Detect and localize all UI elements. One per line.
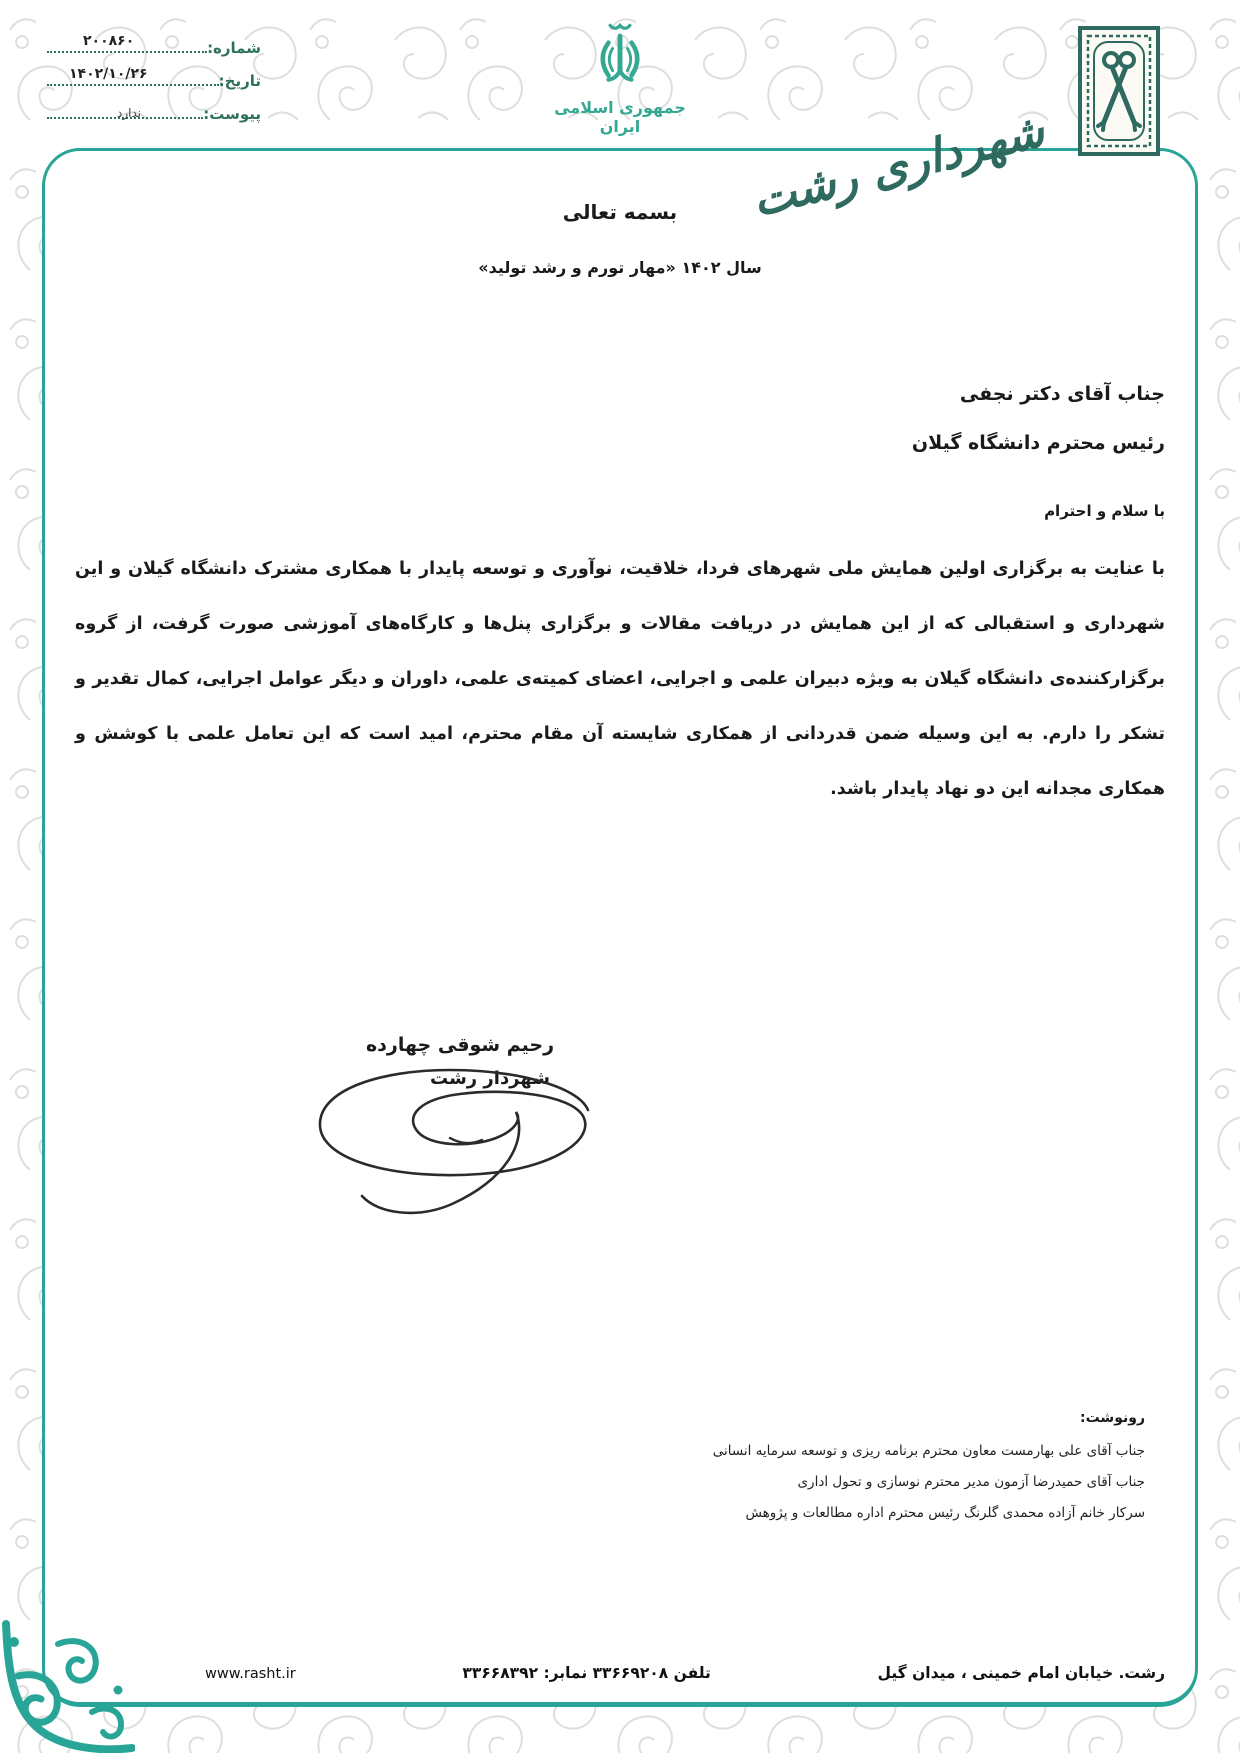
country-name: جمهوری اسلامی ایران	[554, 98, 686, 136]
addressee-name: جناب آقای دکتر نجفی	[959, 383, 1165, 405]
letterhead-meta	[45, 24, 261, 123]
signature-scribble-icon	[300, 1058, 610, 1238]
cc-block	[713, 1410, 1145, 1529]
date-row	[45, 57, 261, 90]
footer-website: www.rasht.ir	[205, 1666, 296, 1682]
addressee-block	[912, 370, 1165, 468]
basmala: بسمه تعالی	[562, 200, 678, 224]
date-value: ۱۴۰۲/۱۰/۲۶	[69, 66, 148, 82]
letter-body: با عنایت به برگزاری اولین همایش ملی شهرهای فردا، خلاقیت، نوآوری و توسعه پایدار با همکاری مشترک دانشگاه گیلان و این شهرداری و استقبالی که از این همایش در دریافت مقالات و برگزاری پنل‌ها و کارگاه‌های آموزشی صورت گرفت، از گروه برگزارکننده‌ی دانشگاه گیلان به ویژه دبیران علمی و اجرایی، اعضای کمیته‌ی علمی، داوران و دیگر عوامل اجرایی، کمال تقدیر و تشکر را دارم. به این وسیله ضمن قدردانی از همکاری شایسته آن مقام محترم، امید است که این تعامل علمی با کوشش و همکاری مجدانه این دو نهاد پایدار باشد.	[75, 559, 1165, 799]
number-label: شماره:	[207, 39, 261, 57]
date-dotted-line	[47, 84, 219, 86]
municipality-calligraphy: شهرداری رشت	[746, 102, 1050, 228]
salutation: با سلام و احترام	[1044, 502, 1165, 520]
addressee-title: رئیس محترم دانشگاه گیلان	[911, 432, 1165, 454]
signature-name: رحیم شوقی چهارده	[365, 1034, 555, 1056]
footer	[75, 1664, 1165, 1682]
number-value: ۲۰۰۸۶۰	[83, 33, 135, 49]
number-row	[45, 24, 261, 57]
year-slogan: سال ۱۴۰۲ «مهار تورم و رشد تولید»	[478, 258, 762, 277]
crossed-keys-seal-icon	[1078, 26, 1160, 156]
attachment-value: ندارد	[117, 106, 142, 120]
iran-emblem-icon	[587, 18, 653, 92]
corner-flourish-icon	[0, 1620, 135, 1753]
cc-item: جناب آقای علی بهارمست معاون محترم برنامه ریزی و توسعه سرمایه انسانی	[712, 1443, 1145, 1459]
date-label: تاریخ:	[218, 72, 261, 90]
cc-item: سرکار خانم آزاده محمدی گلرنگ رئیس محترم اداره مطالعات و پژوهش	[745, 1505, 1145, 1521]
cc-item: جناب آقای حمیدرضا آزمون مدیر محترم نوسازی و تحول اداری	[797, 1474, 1145, 1490]
attachment-row	[45, 90, 261, 123]
national-emblem-block	[538, 18, 702, 136]
cc-label: رونوشت:	[1080, 1410, 1145, 1426]
footer-phone: تلفن ۳۳۶۶۹۲۰۸ نمابر: ۳۳۶۶۸۳۹۲	[462, 1664, 711, 1682]
number-dotted-line	[47, 51, 207, 53]
footer-address: رشت. خیابان امام خمینی ، میدان گیل	[877, 1664, 1165, 1682]
signature-title: شهردار رشت	[430, 1068, 550, 1089]
attachment-label: پیوست:	[203, 105, 261, 123]
